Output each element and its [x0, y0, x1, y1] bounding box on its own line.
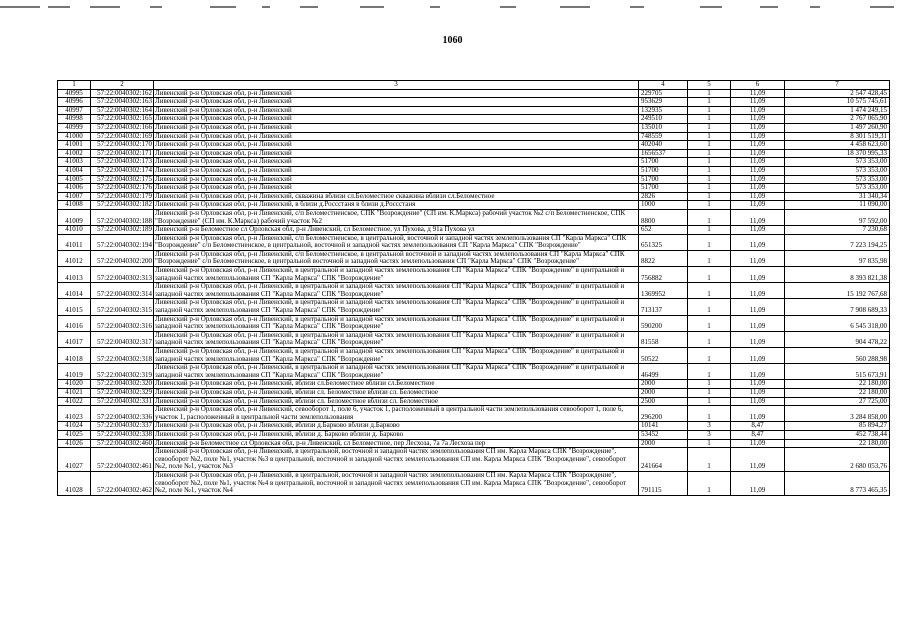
- table-row: [58, 149, 890, 158]
- area-cell: 51700: [639, 166, 688, 175]
- row-number-cell: 41020: [58, 380, 91, 389]
- area-cell: 953629: [639, 98, 688, 107]
- address-cell: Ливенский р-н Орловская обл, р-н Ливенский: [154, 175, 639, 184]
- address-cell: Ливенский р-н Орловская обл, р-н Ливенский: [154, 123, 639, 132]
- row-number-cell: 41009: [58, 209, 91, 225]
- row-number-cell: 40997: [58, 106, 91, 115]
- row-number-cell: 41000: [58, 132, 91, 141]
- area-cell: 1656537: [639, 149, 688, 158]
- address-cell: Ливенский р-н Беломестное сл Орловская обл, р-н Ливенский, сл Беломестное, ул Пухова, д 91а Пухова ул: [154, 226, 639, 235]
- cadastral-number-cell: 57:22:0040302:461: [91, 448, 154, 472]
- value-cell: 22 180,00: [785, 388, 890, 397]
- column-header: 2: [91, 81, 154, 90]
- column-header: 7: [785, 81, 890, 90]
- cadastral-number-cell: 57:22:0040302:182: [91, 201, 154, 210]
- table-row: [58, 348, 890, 364]
- category-cell: 3: [688, 430, 731, 439]
- area-cell: 296200: [639, 406, 688, 422]
- row-number-cell: 41014: [58, 283, 91, 299]
- value-cell: 573 353,00: [785, 184, 890, 193]
- category-cell: 1: [688, 406, 731, 422]
- value-cell: 515 673,91: [785, 364, 890, 380]
- category-cell: 1: [688, 364, 731, 380]
- category-cell: 1: [688, 132, 731, 141]
- category-cell: 3: [688, 422, 731, 431]
- value-cell: 11 090,00: [785, 201, 890, 210]
- address-cell: Ливенский р-н Орловская обл, р-н Ливенский, с/п Беломестненское, СПК "Возрождение" (СП им. К.Маркса) рабочий участок №2 с/п Беломестненское, СПК "Возрождение" (СП им. К.Маркса) рабочий участок №2: [154, 209, 639, 225]
- cadastral-number-cell: 57:22:0040302:176: [91, 184, 154, 193]
- address-cell: Ливенский р-н Орловская обл, р-н Ливенский: [154, 132, 639, 141]
- rate-cell: 11,09: [731, 209, 785, 225]
- address-cell: Ливенский р-н Орловская обл, р-н Ливенский: [154, 115, 639, 124]
- value-cell: 8 393 821,38: [785, 267, 890, 283]
- address-cell: Ливенский р-н Орловская обл, р-н Ливенский, в центральной и западной частях землепользования СП "Карла Маркса" СПК "Возрождение" в центральной и западной частях землепользования СП "Карла Маркса" СПК "Возрождение": [154, 283, 639, 299]
- table-row: [58, 364, 890, 380]
- table-row: [58, 299, 890, 315]
- table-row: [58, 141, 890, 150]
- scan-noise: [0, 6, 905, 14]
- area-cell: 81558: [639, 331, 688, 347]
- cadastral-number-cell: 57:22:0040302:460: [91, 439, 154, 448]
- value-cell: 573 353,00: [785, 158, 890, 167]
- area-cell: 241664: [639, 448, 688, 472]
- address-cell: Ливенский р-н Орловская обл, р-н Ливенский, вблизи сл.Беломестное вблизи сл.Беломестное: [154, 380, 639, 389]
- row-number-cell: 41018: [58, 348, 91, 364]
- cadastral-number-cell: 57:22:0040302:338: [91, 430, 154, 439]
- cadastral-number-cell: 57:22:0040302:318: [91, 348, 154, 364]
- land-registry-table: [57, 80, 890, 496]
- rate-cell: 8,47: [731, 430, 785, 439]
- table-row: [58, 250, 890, 266]
- address-cell: Ливенский р-н Орловская обл, р-н Ливенский, в центральной и западной частях землепользования СП "Карла Маркса" СПК "Возрождение" в центральной и западной частях землепользования СП "Карла Маркса" СПК "Возрождение": [154, 348, 639, 364]
- rate-cell: 11,09: [731, 388, 785, 397]
- table-row: [58, 115, 890, 124]
- rate-cell: 11,09: [731, 315, 785, 331]
- value-cell: 7 230,68: [785, 226, 890, 235]
- cadastral-number-cell: 57:22:0040302:169: [91, 132, 154, 141]
- category-cell: 1: [688, 184, 731, 193]
- row-number-cell: 41024: [58, 422, 91, 431]
- rate-cell: 11,09: [731, 175, 785, 184]
- table-row: [58, 106, 890, 115]
- table-row: [58, 184, 890, 193]
- area-cell: 791115: [639, 471, 688, 495]
- rate-cell: 11,09: [731, 184, 785, 193]
- cadastral-number-cell: 57:22:0040302:189: [91, 226, 154, 235]
- area-cell: 51700: [639, 158, 688, 167]
- cadastral-number-cell: 57:22:0040302:166: [91, 123, 154, 132]
- value-cell: 7 908 689,33: [785, 299, 890, 315]
- value-cell: 15 192 767,68: [785, 283, 890, 299]
- category-cell: 1: [688, 175, 731, 184]
- table-row: [58, 331, 890, 347]
- cadastral-number-cell: 57:22:0040302:162: [91, 89, 154, 98]
- column-header: 1: [58, 81, 91, 90]
- value-cell: 3 284 858,00: [785, 406, 890, 422]
- rate-cell: 11,09: [731, 149, 785, 158]
- row-number-cell: 41002: [58, 149, 91, 158]
- category-cell: 1: [688, 283, 731, 299]
- cadastral-number-cell: 57:22:0040302:319: [91, 364, 154, 380]
- rate-cell: 11,09: [731, 397, 785, 406]
- category-cell: 1: [688, 267, 731, 283]
- value-cell: 2 680 053,76: [785, 448, 890, 472]
- area-cell: 1000: [639, 201, 688, 210]
- table-row: [58, 430, 890, 439]
- cadastral-number-cell: 57:22:0040302:337: [91, 422, 154, 431]
- area-cell: 46499: [639, 364, 688, 380]
- cadastral-number-cell: 57:22:0040302:314: [91, 283, 154, 299]
- row-number-cell: 40995: [58, 89, 91, 98]
- category-cell: 1: [688, 149, 731, 158]
- area-cell: 2000: [639, 380, 688, 389]
- address-cell: Ливенский р-н Орловская обл, р-н Ливенский, в центральной и западной частях землепользования СП "Карла Маркса" СПК "Возрождение" в центральной и западной частях землепользования СП "Карла Маркса" СПК "Возрождение": [154, 315, 639, 331]
- column-header: 3: [154, 81, 639, 90]
- cadastral-number-cell: 57:22:0040302:336: [91, 406, 154, 422]
- row-number-cell: 40999: [58, 123, 91, 132]
- rate-cell: 11,09: [731, 471, 785, 495]
- address-cell: Ливенский р-н Орловская обл, р-н Ливенский, севооборот 1, поле 6, участок 1, расположенный в центральной части землепользования севооборот 1, поле 6, участок 1, расположенный в центральной части землепользования: [154, 406, 639, 422]
- category-cell: 1: [688, 299, 731, 315]
- rate-cell: 11,09: [731, 201, 785, 210]
- table-row: [58, 406, 890, 422]
- table-row: [58, 397, 890, 406]
- value-cell: 22 180,00: [785, 439, 890, 448]
- category-cell: 1: [688, 439, 731, 448]
- value-cell: 31 340,34: [785, 192, 890, 201]
- category-cell: 1: [688, 209, 731, 225]
- cadastral-number-cell: 57:22:0040302:179: [91, 192, 154, 201]
- area-cell: 590200: [639, 315, 688, 331]
- cadastral-number-cell: 57:22:0040302:331: [91, 397, 154, 406]
- column-header: 6: [731, 81, 785, 90]
- address-cell: Ливенский р-н Орловская обл, р-н Ливенский: [154, 149, 639, 158]
- rate-cell: 11,09: [731, 348, 785, 364]
- rate-cell: 11,09: [731, 115, 785, 124]
- row-number-cell: 41013: [58, 267, 91, 283]
- row-number-cell: 41023: [58, 406, 91, 422]
- table-row: [58, 89, 890, 98]
- area-cell: 50522: [639, 348, 688, 364]
- address-cell: Ливенский р-н Орловская обл, р-н Ливенский, в центральной и западной частях землепользования СП "Карла Маркса" СПК "Возрождение" в центральной и западной частях землепользования СП "Карла Маркса" СПК "Возрождение": [154, 364, 639, 380]
- area-cell: 8800: [639, 209, 688, 225]
- table-row: [58, 209, 890, 225]
- page-number: 1060: [442, 35, 463, 46]
- value-cell: 452 738,44: [785, 430, 890, 439]
- cadastral-number-cell: 57:22:0040302:165: [91, 115, 154, 124]
- area-cell: 2826: [639, 192, 688, 201]
- value-cell: 6 545 318,00: [785, 315, 890, 331]
- area-cell: 2000: [639, 439, 688, 448]
- category-cell: 1: [688, 89, 731, 98]
- cadastral-number-cell: 57:22:0040302:194: [91, 234, 154, 250]
- rate-cell: 11,09: [731, 98, 785, 107]
- table-row: [58, 448, 890, 472]
- value-cell: 8 301 519,31: [785, 132, 890, 141]
- category-cell: 1: [688, 397, 731, 406]
- row-number-cell: 41012: [58, 250, 91, 266]
- row-number-cell: 41028: [58, 471, 91, 495]
- address-cell: Ливенский р-н Беломестное сл Орловская обл, р-н Ливенский, сл Беломестное, пер Лесхоза, 7а 7а Лесхоза пер: [154, 439, 639, 448]
- table-row: [58, 439, 890, 448]
- value-cell: 10 575 745,61: [785, 98, 890, 107]
- address-cell: Ливенский р-н Орловская обл, р-н Ливенский: [154, 89, 639, 98]
- table-row: [58, 226, 890, 235]
- address-cell: Ливенский р-н Орловская обл, р-н Ливенский, в близи д.Россстаня в близи д.Россстаня: [154, 201, 639, 210]
- category-cell: 1: [688, 348, 731, 364]
- category-cell: 1: [688, 226, 731, 235]
- cadastral-number-cell: 57:22:0040302:317: [91, 331, 154, 347]
- row-number-cell: 41022: [58, 397, 91, 406]
- row-number-cell: 41011: [58, 234, 91, 250]
- value-cell: 97 592,00: [785, 209, 890, 225]
- row-number-cell: 41025: [58, 430, 91, 439]
- address-cell: Ливенский р-н Орловская обл, р-н Ливенский: [154, 166, 639, 175]
- rate-cell: 11,09: [731, 123, 785, 132]
- table-row: [58, 132, 890, 141]
- row-number-cell: 41001: [58, 141, 91, 150]
- value-cell: 560 288,98: [785, 348, 890, 364]
- category-cell: 1: [688, 331, 731, 347]
- table-row: [58, 201, 890, 210]
- value-cell: 904 478,22: [785, 331, 890, 347]
- value-cell: 1 497 260,90: [785, 123, 890, 132]
- address-cell: Ливенский р-н Орловская обл, р-н Ливенский: [154, 184, 639, 193]
- address-cell: Ливенский р-н Орловская обл, р-н Ливенский, вблизи сл. Беломестное вблизи сл. Беломестное: [154, 388, 639, 397]
- rate-cell: 11,09: [731, 439, 785, 448]
- address-cell: Ливенский р-н Орловская обл, р-н Ливенский, в центральной и западной частях землепользования СП "Карла Маркса" СПК "Возрождение" в центральной и западной частях землепользования СП "Карла Маркса" СПК "Возрождение": [154, 331, 639, 347]
- rate-cell: 11,09: [731, 158, 785, 167]
- address-cell: Ливенский р-н Орловская обл, р-н Ливенский, с/п Беломестненское, в центральной, восточной и западной частях землепользования СП "Карла Маркса" СПК "Возрождение" с/п Беломестненское, в центральной, восточной и западной частях землепользования СП "Карла Маркса" СПК "Возрождение": [154, 234, 639, 250]
- cadastral-number-cell: 57:22:0040302:313: [91, 267, 154, 283]
- table-row: [58, 380, 890, 389]
- category-cell: 1: [688, 115, 731, 124]
- area-cell: 249510: [639, 115, 688, 124]
- table-row: [58, 123, 890, 132]
- area-cell: 756882: [639, 267, 688, 283]
- area-cell: 229705: [639, 89, 688, 98]
- area-cell: 132935: [639, 106, 688, 115]
- area-cell: 2500: [639, 397, 688, 406]
- value-cell: 27 725,00: [785, 397, 890, 406]
- column-header: 4: [639, 81, 688, 90]
- row-number-cell: 40996: [58, 98, 91, 107]
- rate-cell: 11,09: [731, 89, 785, 98]
- value-cell: 573 353,00: [785, 175, 890, 184]
- address-cell: Ливенский р-н Орловская обл, р-н Ливенский: [154, 141, 639, 150]
- address-cell: Ливенский р-н Орловская обл, р-н Ливенский, с/п Беломестненское, в центральной восточной и западной частях землепользования СП "Карла Маркса" СПК "Возрождение" с/п Беломестненское, в центральной восточной и западной частях землепользования СП "Карла Маркса" СПК "Возрождение": [154, 250, 639, 266]
- rate-cell: 11,09: [731, 448, 785, 472]
- value-cell: 8 773 465,35: [785, 471, 890, 495]
- address-cell: Ливенский р-н Орловская обл, р-н Ливенский: [154, 106, 639, 115]
- cadastral-number-cell: 57:22:0040302:188: [91, 209, 154, 225]
- address-cell: Ливенский р-н Орловская обл, р-н Ливенский, вблизи сл. Беломестное вблизи сл. Беломестное: [154, 397, 639, 406]
- cadastral-number-cell: 57:22:0040302:175: [91, 175, 154, 184]
- value-cell: 85 894,27: [785, 422, 890, 431]
- table-row: [58, 315, 890, 331]
- value-cell: 7 223 194,25: [785, 234, 890, 250]
- area-cell: 402040: [639, 141, 688, 150]
- category-cell: 1: [688, 192, 731, 201]
- row-number-cell: 41010: [58, 226, 91, 235]
- area-cell: 51700: [639, 175, 688, 184]
- category-cell: 1: [688, 141, 731, 150]
- table-row: [58, 158, 890, 167]
- row-number-cell: 41008: [58, 201, 91, 210]
- rate-cell: 11,09: [731, 283, 785, 299]
- table-row: [58, 166, 890, 175]
- cadastral-number-cell: 57:22:0040302:170: [91, 141, 154, 150]
- table-row: [58, 471, 890, 495]
- value-cell: 573 353,00: [785, 166, 890, 175]
- rate-cell: 11,09: [731, 226, 785, 235]
- category-cell: 1: [688, 123, 731, 132]
- category-cell: 1: [688, 234, 731, 250]
- category-cell: 1: [688, 380, 731, 389]
- area-cell: 713137: [639, 299, 688, 315]
- address-cell: Ливенский р-н Орловская обл, р-н Ливенский, в центральной, восточной и западной частях землепользования СП им. Карла Маркса СПК "Возрождение", севооборот №2, поле №1, участок №4 в центральной, восточной и западной частях землепользования СП им. Карла Маркса СПК "Возрождение", севооборот №2, поле №1, участок №4: [154, 471, 639, 495]
- cadastral-number-cell: 57:22:0040302:329: [91, 388, 154, 397]
- cadastral-number-cell: 57:22:0040302:174: [91, 166, 154, 175]
- value-cell: 97 835,98: [785, 250, 890, 266]
- table-row: [58, 388, 890, 397]
- table-row: [58, 98, 890, 107]
- category-cell: 1: [688, 98, 731, 107]
- category-cell: 1: [688, 471, 731, 495]
- row-number-cell: 41005: [58, 175, 91, 184]
- row-number-cell: 41021: [58, 388, 91, 397]
- cadastral-number-cell: 57:22:0040302:315: [91, 299, 154, 315]
- row-number-cell: 41016: [58, 315, 91, 331]
- rate-cell: 11,09: [731, 234, 785, 250]
- cadastral-number-cell: 57:22:0040302:320: [91, 380, 154, 389]
- category-cell: 1: [688, 388, 731, 397]
- area-cell: 651325: [639, 234, 688, 250]
- address-cell: Ливенский р-н Орловская обл, р-н Ливенский: [154, 158, 639, 167]
- address-cell: Ливенский р-н Орловская обл, р-н Ливенский, в центральной и западной частях землепользования СП "Карла Маркса" СПК "Возрождение" в центральной и западной частях землепользования СП "Карла Маркса" СПК "Возрождение": [154, 267, 639, 283]
- category-cell: 1: [688, 250, 731, 266]
- category-cell: 1: [688, 315, 731, 331]
- area-cell: 1369952: [639, 283, 688, 299]
- address-cell: Ливенский р-н Орловская обл, р-н Ливенский, вблизи д. Барково вблизи д. Барково: [154, 430, 639, 439]
- rate-cell: 11,09: [731, 106, 785, 115]
- address-cell: Ливенский р-н Орловская обл, р-н Ливенский, вблизи д.Барково вблизи д.Барково: [154, 422, 639, 431]
- column-header: 5: [688, 81, 731, 90]
- category-cell: 1: [688, 166, 731, 175]
- row-number-cell: 41026: [58, 439, 91, 448]
- area-cell: 51700: [639, 184, 688, 193]
- rate-cell: 11,09: [731, 141, 785, 150]
- cadastral-number-cell: 57:22:0040302:164: [91, 106, 154, 115]
- table-row: [58, 192, 890, 201]
- row-number-cell: 41003: [58, 158, 91, 167]
- address-cell: Ливенский р-н Орловская обл, р-н Ливенский, в центральной и западной частях землепользования СП "Карла Маркса" СПК "Возрождение" в центральной и западной частях землепользования СП "Карла Маркса" СПК "Возрождение": [154, 299, 639, 315]
- rate-cell: 11,09: [731, 299, 785, 315]
- area-cell: 53452: [639, 430, 688, 439]
- rate-cell: 11,09: [731, 192, 785, 201]
- cadastral-number-cell: 57:22:0040302:200: [91, 250, 154, 266]
- area-cell: 135010: [639, 123, 688, 132]
- category-cell: 1: [688, 158, 731, 167]
- value-cell: 18 370 995,33: [785, 149, 890, 158]
- rate-cell: 11,09: [731, 331, 785, 347]
- rate-cell: 11,09: [731, 166, 785, 175]
- value-cell: 2 547 428,45: [785, 89, 890, 98]
- row-number-cell: 41017: [58, 331, 91, 347]
- table-row: [58, 175, 890, 184]
- cadastral-number-cell: 57:22:0040302:163: [91, 98, 154, 107]
- cadastral-number-cell: 57:22:0040302:316: [91, 315, 154, 331]
- row-number-cell: 41006: [58, 184, 91, 193]
- row-number-cell: 41027: [58, 448, 91, 472]
- rate-cell: 11,09: [731, 132, 785, 141]
- rate-cell: 11,09: [731, 364, 785, 380]
- rate-cell: 11,09: [731, 250, 785, 266]
- table-row: [58, 283, 890, 299]
- rate-cell: 11,09: [731, 267, 785, 283]
- area-cell: 652: [639, 226, 688, 235]
- value-cell: 2 767 065,90: [785, 115, 890, 124]
- row-number-cell: 41007: [58, 192, 91, 201]
- category-cell: 1: [688, 106, 731, 115]
- rate-cell: 11,09: [731, 406, 785, 422]
- area-cell: 748559: [639, 132, 688, 141]
- row-number-cell: 41015: [58, 299, 91, 315]
- table-row: [58, 234, 890, 250]
- area-cell: 2000: [639, 388, 688, 397]
- row-number-cell: 41004: [58, 166, 91, 175]
- address-cell: Ливенский р-н Орловская обл, р-н Ливенский: [154, 98, 639, 107]
- category-cell: 1: [688, 448, 731, 472]
- table-body: [58, 89, 890, 495]
- category-cell: 1: [688, 201, 731, 210]
- row-number-cell: 41019: [58, 364, 91, 380]
- area-cell: 10141: [639, 422, 688, 431]
- address-cell: Ливенский р-н Орловская обл, р-н Ливенский, в центральной, восточной и западной частях землепользования СП им. Карла Маркса СПК "Возрождение", севооборот №2, поле №1, участок №3 в центральной, восточной и западной частях землепользования СП им. Карла Маркса СПК "Возрождение", севооборот №2, поле №1, участок №3: [154, 448, 639, 472]
- table-row: [58, 422, 890, 431]
- cadastral-number-cell: 57:22:0040302:171: [91, 149, 154, 158]
- rate-cell: 11,09: [731, 380, 785, 389]
- table-row: [58, 267, 890, 283]
- area-cell: 8822: [639, 250, 688, 266]
- row-number-cell: 40998: [58, 115, 91, 124]
- cadastral-number-cell: 57:22:0040302:173: [91, 158, 154, 167]
- value-cell: 22 180,00: [785, 380, 890, 389]
- address-cell: Ливенский р-н Орловская обл, р-н Ливенский, скважина вблизи сл.Беломестное скважина вблизи сл.Беломестное: [154, 192, 639, 201]
- cadastral-number-cell: 57:22:0040302:462: [91, 471, 154, 495]
- value-cell: 1 474 249,15: [785, 106, 890, 115]
- rate-cell: 8,47: [731, 422, 785, 431]
- value-cell: 4 458 623,60: [785, 141, 890, 150]
- header-row: [58, 81, 890, 90]
